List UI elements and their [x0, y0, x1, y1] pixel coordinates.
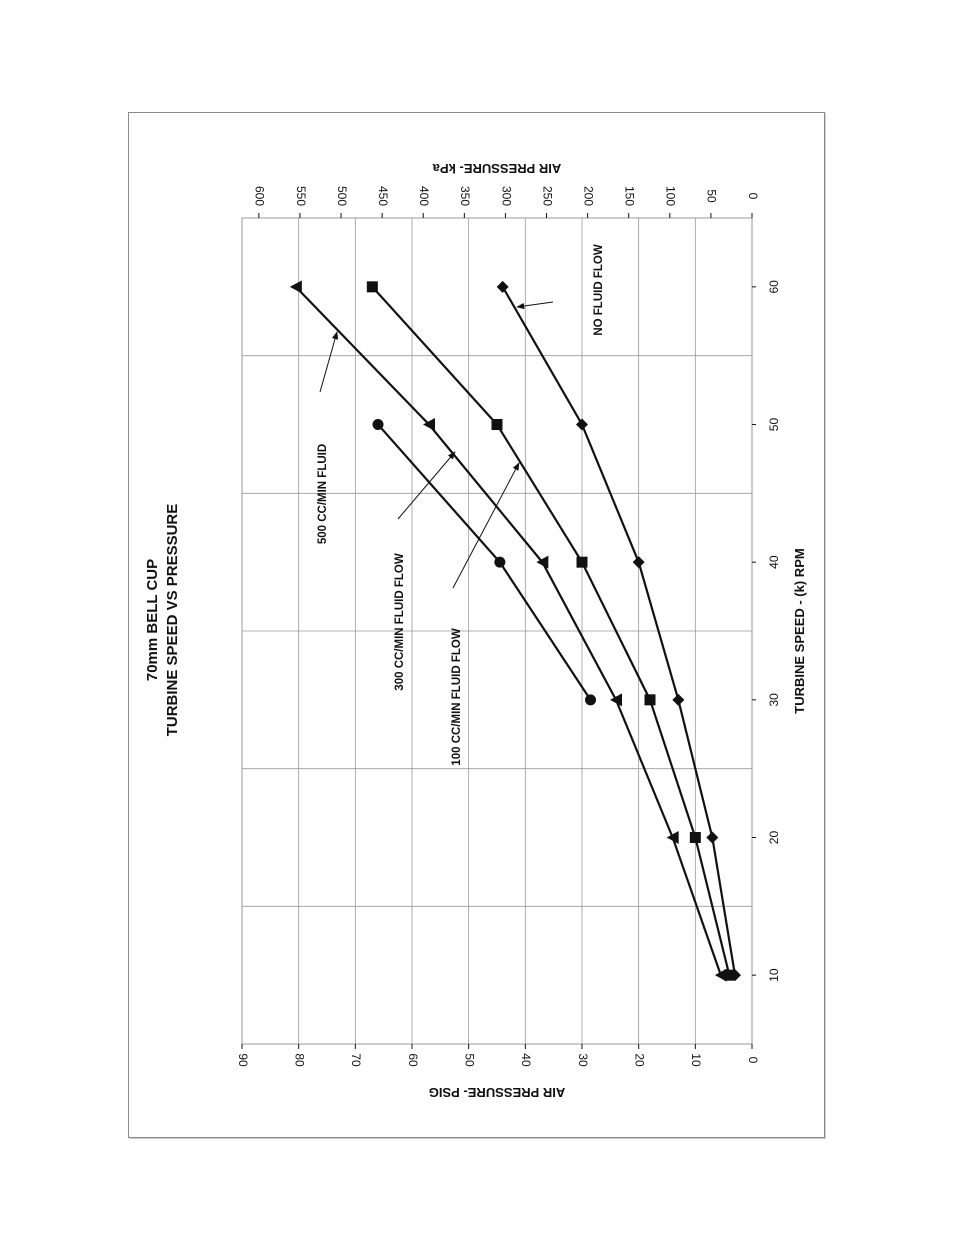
x-tick-label: 10: [767, 968, 781, 982]
y-tick-label-psig: 20: [632, 1053, 647, 1067]
x-tick-label: 60: [767, 280, 781, 294]
y-axis-title-psig: AIR PRESSURE- PSIG: [428, 1085, 566, 1100]
x-tick-label: 50: [767, 417, 781, 432]
y2-tick-label-kpa: 200: [581, 185, 596, 207]
data-point: [585, 694, 596, 705]
data-point: [706, 832, 718, 844]
y-tick-label-psig: 50: [462, 1053, 477, 1067]
y2-tick-label-kpa: 600: [252, 185, 267, 207]
data-point: [715, 969, 727, 982]
chart-title: 70mm BELL CUP: [144, 558, 161, 682]
y2-tick-label-kpa: 100: [663, 185, 678, 207]
y-tick-label-psig: 70: [349, 1053, 364, 1067]
annotation-label: NO FLUID FLOW: [593, 244, 606, 336]
data-point: [633, 556, 645, 568]
annotation-label: 100 CC/MIN FLUID FLOW: [451, 628, 464, 766]
x-tick-label: 40: [767, 555, 781, 569]
y2-tick-label-kpa: 0: [745, 192, 760, 200]
series-line: [378, 425, 591, 700]
y2-tick-label-kpa: 400: [417, 185, 432, 207]
y2-tick-label-kpa: 300: [499, 185, 514, 207]
tick-layer: [236, 186, 781, 1067]
chart-subtitle: TURBINE SPEED VS PRESSURE: [164, 503, 181, 737]
annotation-arrow: [320, 332, 337, 392]
data-point: [367, 281, 378, 292]
data-point: [667, 831, 679, 844]
y-axis-title-kpa: AIR PRESSURE- kPa: [432, 161, 562, 176]
annotation-label: 300 CC/MIN FLUID FLOW: [394, 553, 407, 691]
data-point: [690, 832, 701, 843]
y-tick-label-psig: 0: [745, 1056, 760, 1064]
y2-tick-label-kpa: 350: [458, 185, 473, 207]
y-tick-label-psig: 10: [689, 1053, 704, 1067]
y-tick-label-psig: 80: [292, 1053, 307, 1067]
y2-tick-label-kpa: 450: [375, 185, 390, 207]
y2-tick-label-kpa: 500: [334, 185, 349, 207]
y2-tick-label-kpa: 550: [293, 185, 308, 207]
annotation-arrow: [398, 452, 455, 519]
data-point: [672, 694, 684, 706]
x-tick-label: 20: [767, 830, 781, 845]
y-tick-label-psig: 90: [235, 1053, 250, 1067]
data-point: [373, 419, 384, 430]
annotation-layer: [317, 244, 605, 766]
annotation-arrow: [453, 463, 519, 588]
y-tick-label-psig: 30: [575, 1053, 590, 1067]
x-axis-title: TURBINE SPEED - (k) RPM: [792, 548, 807, 714]
annotation-arrow: [517, 302, 553, 307]
y-tick-label-psig: 40: [519, 1053, 534, 1067]
grid-layer: [242, 218, 752, 1044]
y2-tick-label-kpa: 150: [622, 185, 637, 207]
data-point: [576, 419, 588, 431]
data-point: [492, 419, 503, 430]
y-tick-label-psig: 60: [405, 1053, 420, 1067]
y2-tick-label-kpa: 50: [704, 189, 719, 203]
data-point: [497, 281, 509, 293]
y2-tick-label-kpa: 250: [540, 185, 555, 207]
plot-area: [236, 186, 781, 1067]
annotation-label: 500 CC/MIN FLUID: [317, 443, 330, 545]
data-point: [577, 557, 588, 568]
data-point: [645, 694, 656, 705]
data-point: [494, 557, 505, 568]
data-point: [290, 280, 302, 293]
x-tick-label: 30: [767, 693, 781, 707]
data-point: [610, 693, 622, 706]
